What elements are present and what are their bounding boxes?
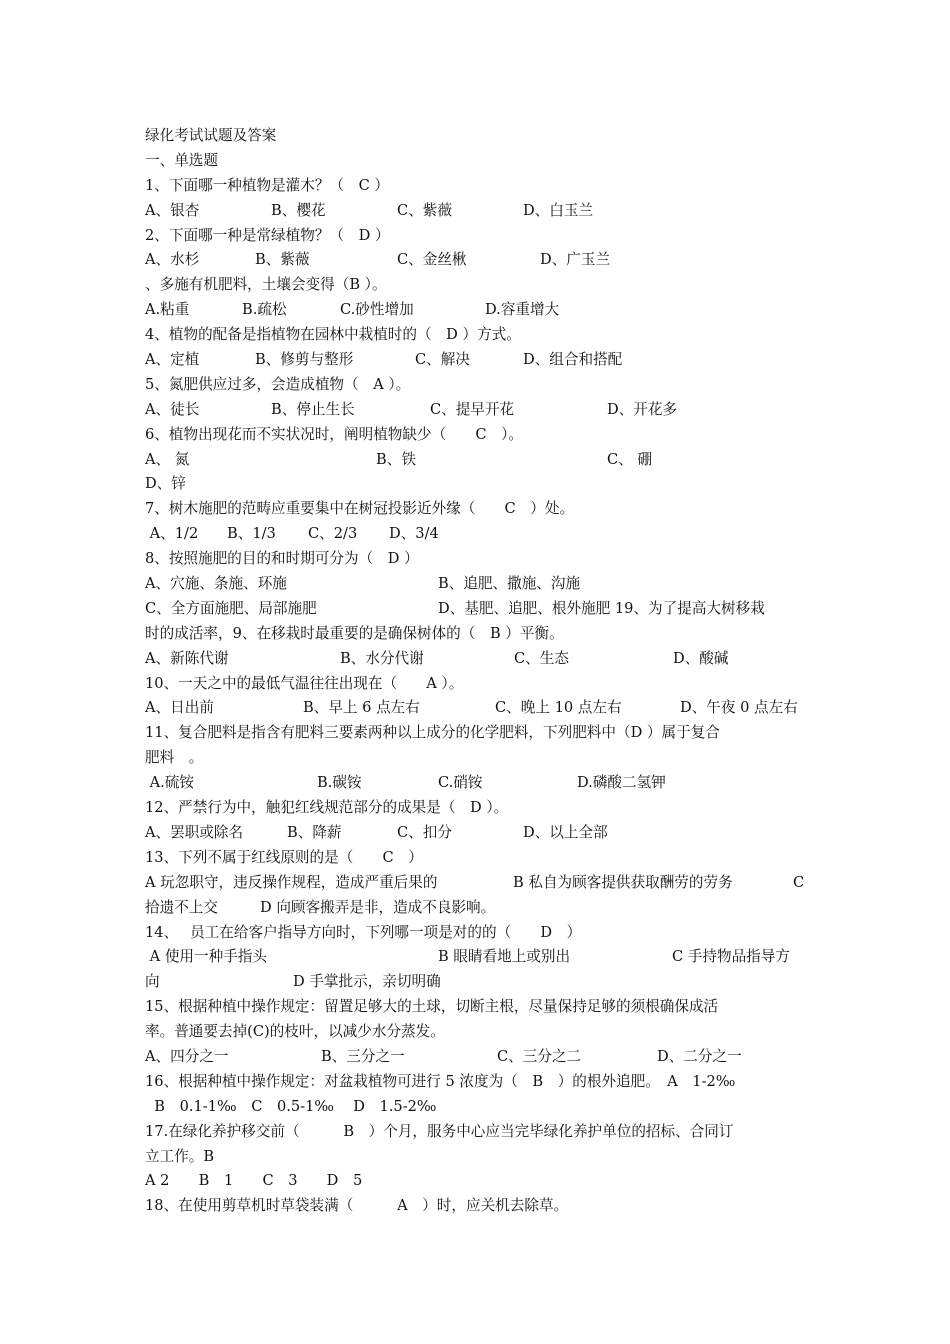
option-text: C、 硼 [607,450,652,468]
option-text: A 使用一种手指头 [145,948,267,966]
question-line: D、锌 [145,475,186,493]
question-line: 7、树木施肥的范畴应重要集中在树冠投影近外缘（ C ）处。 [145,500,575,518]
option-text: B、紫薇 [255,251,310,269]
document-title: 绿化考试试题及答案 [145,127,277,144]
option-text: D、以上全部 [523,823,608,841]
option-text: C、金丝楸 [397,251,467,269]
options-line [145,597,815,622]
question-line: 时的成活率，9、在移栽时最重要的是确保树体的（ B ）平衡。 [145,624,564,642]
option-text: B、修剪与整形 [255,351,354,369]
options-line [145,522,815,547]
options-line [145,871,815,896]
question-line: 1、下面哪一种植物是灌木？（ C ） [145,176,389,194]
option-text: C.硝铵 [438,774,483,792]
document-page [145,124,815,1219]
options-line [145,647,815,672]
options-line [145,896,815,921]
option-text: C、2/3 [308,525,358,543]
question-line: 、多施有机肥料，土壤会变得（B ）。 [145,276,387,294]
option-text: D、酸碱 [673,649,729,667]
option-text: A、徒长 [145,400,200,418]
option-text: A、穴施、条施、环施 [145,575,287,593]
question-line: 14、 员工在给客户指导方向时，下列哪一项是对的的（ D ） [145,923,582,941]
options-line [145,771,815,796]
option-text: D、组合和搭配 [523,351,623,369]
question-line: 16、根据种植中操作规定：对盆栽植物可进行 5 浓度为（ B ）的根外追肥。 A 1-2‰ [145,1072,736,1090]
option-text: B、1/3 [227,525,276,543]
option-text: C、生态 [514,649,569,667]
option-text: B、早上 6 点左右 [303,699,420,717]
question-line: 18、在使用剪草机时草袋装满（ A ）时，应关机去除草。 [145,1197,569,1215]
option-text: B.碳铵 [317,774,362,792]
option-text: D.容重增大 [485,301,560,319]
option-text: C [793,873,805,891]
option-text: D 向顾客搬弄是非，造成不良影响。 [260,898,496,916]
option-text: 拾遗不上交 [145,898,218,916]
options-line [145,696,815,721]
question-line: 11、复合肥料是指含有肥料三要素两种以上成分的化学肥料，下列肥料中（D ）属于复合 [145,724,720,742]
option-text: B 私自为顾客提供获取酬劳的劳务 [513,873,733,891]
option-text: B、樱花 [271,201,326,219]
question-line: 2、下面哪一种是常绿植物？（ D ） [145,226,390,244]
option-text: B、停止生长 [271,400,355,418]
question-line: B 0.1-1‰ C 0.5-1‰ D 1.5-2‰ [145,1097,437,1115]
option-text: A、罢职或除名 [145,823,244,841]
option-text: C.砂性增加 [340,301,414,319]
option-text: D、二分之一 [657,1047,742,1065]
question-line: 立工作。B [145,1147,215,1165]
option-text: C、提早开花 [430,400,515,418]
option-text: B、降薪 [287,823,342,841]
options-line [145,821,815,846]
option-text: C、扣分 [397,823,452,841]
options-line [145,199,815,224]
question-line: A 2 B 1 C 3 D 5 [145,1172,363,1190]
option-text: A、银杏 [145,201,200,219]
option-text: A、1/2 [145,525,199,543]
option-text: A、 氮 [145,450,190,468]
option-text: D、白玉兰 [523,201,594,219]
options-line [145,248,815,273]
options-line [145,298,815,323]
option-text: D.磷酸二氢钾 [577,774,666,792]
question-line: 肥料 。 [145,749,204,767]
option-text: C、三分之二 [497,1047,582,1065]
option-text: D、午夜 0 点左右 [680,699,798,717]
option-text: A、定植 [145,351,200,369]
question-line: 12、严禁行为中，触犯红线规范部分的成果是（ D ）。 [145,799,509,817]
option-text: A 玩忽职守，违反操作规程，造成严重后果的 [145,873,438,891]
option-text: C、紫薇 [397,201,452,219]
options-line [145,448,815,473]
question-list [145,174,815,1219]
question-line: 率。普通要去掉(C)的枝叶，以减少水分蒸发。 [145,1023,445,1041]
question-line: 4、植物的配备是指植物在园林中栽植时的（ D ）方式。 [145,326,521,344]
option-text: C、解决 [415,351,470,369]
option-text: C 手持物品指导方 [672,948,790,966]
option-text: A、四分之一 [145,1047,229,1065]
question-line: 17.在绿化养护移交前（ B ）个月，服务中心应当完毕绿化养护单位的招标、合同订 [145,1122,734,1140]
options-line [145,945,815,970]
options-line [145,348,815,373]
question-line: 15、根据种植中操作规定：留置足够大的土球，切断主根，尽量保持足够的须根确保成活 [145,998,719,1016]
options-line [145,1045,815,1070]
options-line [145,970,815,995]
option-text: C、晚上 10 点左右 [495,699,622,717]
option-text: A、水杉 [145,251,200,269]
option-text: B、追肥、撒施、沟施 [438,575,581,593]
option-text: A、日出前 [145,699,214,717]
option-text: B、铁 [376,450,416,468]
option-text: B 眼睛看地上或别出 [438,948,571,966]
option-text: C、全方面施肥、局部施肥 [145,599,317,617]
option-text: 向 [145,973,160,991]
question-line: 5、氮肥供应过多，会造成植物（ A ）。 [145,375,411,393]
option-text: D、基肥、追肥、根外施肥 19、为了提高大树移栽 [438,599,765,617]
question-line: 10、一天之中的最低气温往往出现在（ A ）。 [145,674,464,692]
options-line [145,572,815,597]
option-text: D 手掌批示，亲切明确 [293,973,441,991]
option-text: B.疏松 [242,301,287,319]
question-line: 6、植物出现花而不实状况时，阐明植物缺少（ C ）。 [145,425,523,443]
option-text: D、开花多 [607,400,678,418]
option-text: D、3/4 [389,525,439,543]
options-line [145,398,815,423]
option-text: A.粘重 [145,301,190,319]
option-text: B、三分之一 [321,1047,405,1065]
option-text: A、新陈代谢 [145,649,229,667]
section-heading: 一、单选题 [145,151,218,169]
option-text: B、水分代谢 [340,649,424,667]
option-text: A.硫铵 [145,774,195,792]
option-text: D、广玉兰 [540,251,611,269]
question-line: 13、下列不属于红线原则的是（ C ） [145,848,423,866]
question-line: 8、按照施肥的目的和时期可分为（ D ） [145,550,419,568]
